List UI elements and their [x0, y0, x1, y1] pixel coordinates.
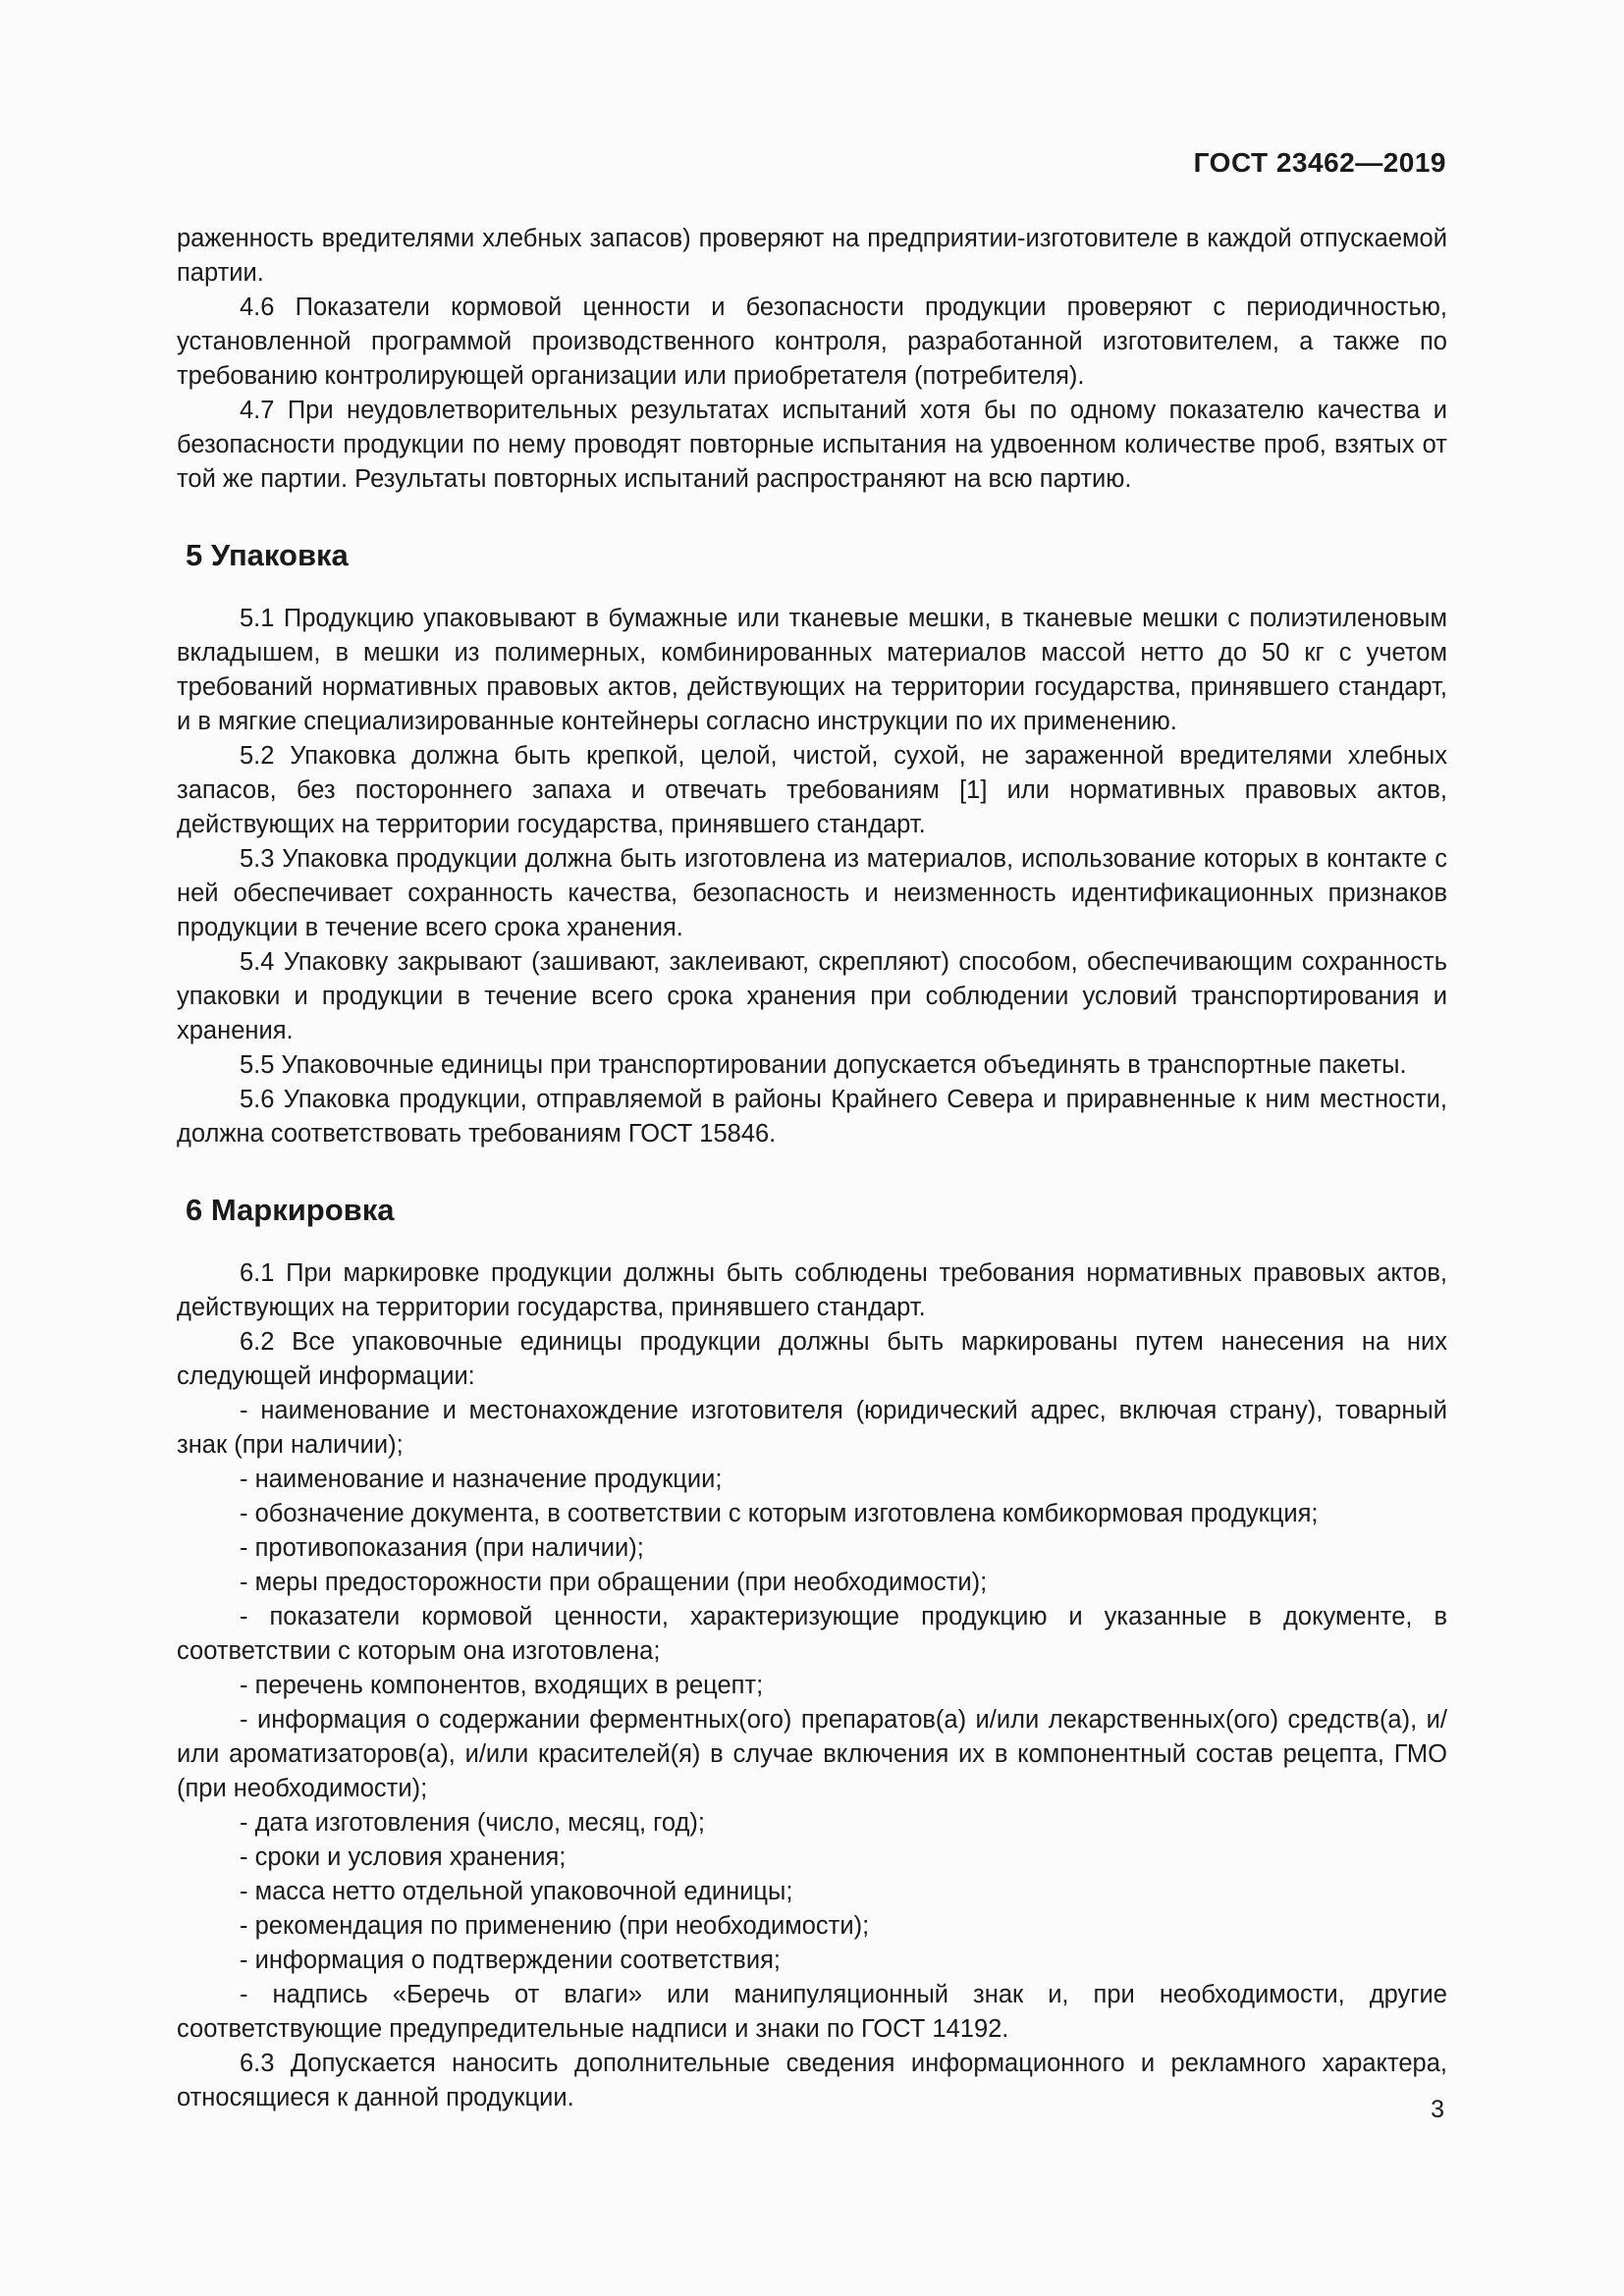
page-number: 3: [1431, 2096, 1444, 2123]
list-item: - меры предосторожности при обращении (при необходимости);: [240, 1569, 988, 1596]
paragraph-4-6: 4.6 Показатели кормовой ценности и безопасности продукции проверяют с периодичностью, установленной программой производственного контроля, разработанной изготовителем, а также по требованию контролирующей организации или приобретателя (потребителя).: [177, 294, 1447, 390]
document-header: ГОСТ 23462—2019: [1193, 147, 1446, 178]
list-item: - наименование и назначение продукции;: [240, 1466, 723, 1493]
list-item: - показатели кормовой ценности, характеризующие продукцию и указанные в документе, в соответствии с которым она изготовлена;: [177, 1603, 1447, 1665]
list-item: - сроки и условия хранения;: [240, 1843, 567, 1871]
paragraph-5-4: 5.4 Упаковку закрывают (зашивают, заклеивают, скрепляют) способом, обеспечивающим сохранность упаковки и продукции в течение всего срока хранения при соблюдении условий транспортирования и хранения.: [177, 948, 1447, 1044]
list-item: - обозначение документа, в соответствии с которым изготовлена комбикормовая продукция;: [240, 1500, 1319, 1527]
section-5-title: 5 Упаковка: [186, 538, 349, 572]
section-6-title: 6 Маркировка: [186, 1193, 395, 1227]
paragraph-6-2: 6.2 Все упаковочные единицы продукции должны быть маркированы путем нанесения на них следующей информации:: [177, 1328, 1447, 1390]
paragraph-5-2: 5.2 Упаковка должна быть крепкой, целой, чистой, сухой, не зараженной вредителями хлебных запасов, без постороннего запаха и отвечать требованиям [1] или нормативных правовых актов, действующих на территории государства, принявшего стандарт.: [177, 742, 1447, 838]
list-item: - масса нетто отдельной упаковочной единицы;: [240, 1878, 793, 1905]
list-item: - информация о подтверждении соответствия;: [240, 1947, 781, 1974]
list-item: - наименование и местонахождение изготовителя (юридический адрес, включая страну), товарный знак (при наличии);: [177, 1397, 1447, 1459]
list-item: - информация о содержании ферментных(ого) препаратов(а) и/или лекарственных(ого) средств(а), и/или ароматизаторов(а), и/или красителей(я) в случае включения их в компонентный состав рецепта, ГМО (при необходимости);: [177, 1706, 1447, 1802]
list-item: - противопоказания (при наличии);: [240, 1534, 644, 1562]
paragraph-6-3: 6.3 Допускается наносить дополнительные сведения информационного и рекламного характера, относящиеся к данной продукции.: [177, 2050, 1447, 2111]
paragraph-4-7: 4.7 При неудовлетворительных результатах испытаний хотя бы по одному показателю качества и безопасности продукции по нему проводят повторные испытания на удвоенном количестве проб, взятых от той же партии. Результаты повторных испытаний распространяют на всю партию.: [177, 397, 1447, 493]
paragraph-6-1: 6.1 При маркировке продукции должны быть соблюдены требования нормативных правовых актов, действующих на территории государства, принявшего стандарт.: [177, 1259, 1447, 1321]
list-item: - перечень компонентов, входящих в рецепт;: [240, 1672, 764, 1699]
paragraph-5-3: 5.3 Упаковка продукции должна быть изготовлена из материалов, использование которых в контакте с ней обеспечивает сохранность качества, безопасность и неизменность идентификационных признаков продукции в течение всего срока хранения.: [177, 845, 1447, 941]
list-item: - рекомендация по применению (при необходимости);: [240, 1912, 870, 1940]
paragraph-5-6: 5.6 Упаковка продукции, отправляемой в районы Крайнего Севера и приравненные к ним местности, должна соответствовать требованиям ГОСТ 15846.: [177, 1086, 1447, 1148]
paragraph-continuation: раженность вредителями хлебных запасов) проверяют на предприятии-изготовителе в каждой отпускаемой партии.: [177, 225, 1447, 287]
list-item: - надпись «Беречь от влаги» или манипуляционный знак и, при необходимости, другие соответствующие предупредительные надписи и знаки по ГОСТ 14192.: [177, 1981, 1447, 2043]
document-body: [177, 222, 1447, 2115]
list-item: - дата изготовления (число, месяц, год);: [240, 1809, 706, 1837]
paragraph-5-5: 5.5 Упаковочные единицы при транспортировании допускается объединять в транспортные пакеты.: [240, 1051, 1407, 1079]
paragraph-5-1: 5.1 Продукцию упаковывают в бумажные или тканевые мешки, в тканевые мешки с полиэтиленовым вкладышем, в мешки из полимерных, комбинированных материалов массой нетто до 50 кг с учетом требований нормативных правовых актов, действующих на территории государства, принявшего стандарт, и в мягкие специализированные контейнеры согласно инструкции по их применению.: [177, 605, 1447, 735]
